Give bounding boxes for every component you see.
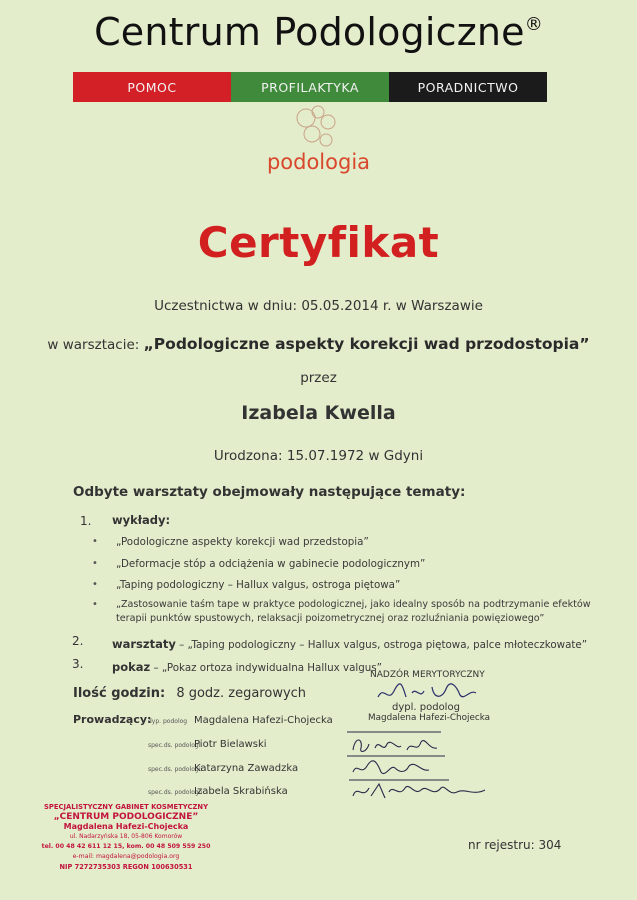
- signature-bielawski: [353, 740, 437, 751]
- registry-line: [468, 838, 561, 852]
- participation-line: Uczestnictwa w dniu: 05.05.2014 r. w Warszawie: [154, 298, 483, 314]
- signature-skrabinska: [353, 784, 485, 798]
- instructors-label: Prowadzący:: [73, 713, 152, 726]
- item3-label: pokaz: [112, 660, 151, 674]
- item2-text: – „Taping podologiczny – Hallux valgus, ostroga piętowa, palce młoteczkowate”: [175, 639, 588, 651]
- item1-label: wykłady:: [112, 513, 171, 527]
- hours-value: 8 godz. zegarowych: [176, 686, 307, 701]
- item3-text: – „Pokaz ortoza indywidualna Hallux valgus”: [150, 662, 382, 674]
- item2-line: [112, 633, 587, 652]
- item3-line: [112, 656, 382, 675]
- band-profilaktyka: PROFILAKTYKA: [231, 72, 389, 102]
- instructor-title: spec.ds. podologii: [148, 742, 203, 749]
- bullet-icon: •: [92, 536, 98, 547]
- signature-zawadzka: [353, 761, 429, 774]
- instructor-title: spec.ds. podologii: [148, 789, 203, 796]
- lecture-item: „Taping podologiczny – Hallux valgus, ostroga piętowa”: [116, 579, 401, 591]
- item3-number: 3.: [72, 657, 84, 671]
- hours-line: [73, 682, 306, 701]
- instructor-name: Izabela Skrabińska: [194, 786, 288, 797]
- organization-title: Centrum Podologiczne®: [94, 10, 543, 54]
- lecture-item: „Deformacje stóp a odciążenia w gabinecie podologicznym”: [116, 558, 426, 570]
- stamp-line: NIP 7272735303 REGON 100630531: [59, 863, 193, 871]
- supervisor-name: Magdalena Hafezi-Chojecka: [368, 713, 491, 723]
- by-label: przez: [300, 370, 337, 386]
- supervisor-heading: NADZÓR MERYTORYCZNY: [370, 670, 485, 680]
- band-poradnictwo: PORADNICTWO: [389, 72, 547, 102]
- company-stamp: [36, 802, 216, 872]
- logo-text: podologia: [266, 150, 371, 174]
- instructor-signatures: [345, 726, 495, 814]
- ring-3: [321, 115, 335, 129]
- lecture-item-continued: terapii punktów spustowych, relaksacji poizometrycznej oraz rozluźniania powięziowego”: [116, 613, 545, 624]
- stamp-line: ul. Nadarzyńska 18, 05-806 Komorów: [69, 833, 183, 840]
- bullet-icon: •: [92, 579, 98, 590]
- instructor-name: Katarzyna Zawadzka: [194, 763, 299, 774]
- lecture-item: „Zastosowanie taśm tape w praktyce podologicznej, jako idealny sposób na podtrzymanie efektów: [116, 599, 591, 610]
- bullet-icon: •: [92, 558, 98, 569]
- workshop-prefix: w warsztacie:: [47, 337, 140, 353]
- item1-number: 1.: [80, 514, 92, 528]
- instructor-title: dyp. podolog: [148, 718, 188, 725]
- stamp-line: e-mail: magdalena@podologia.org: [72, 853, 180, 860]
- registry-label: nr rejestru:: [468, 838, 535, 852]
- ring-5: [320, 134, 332, 146]
- registry-number: 304: [538, 838, 562, 852]
- workshop-line: [0, 335, 637, 353]
- certificate-title: Certyfikat: [197, 218, 440, 267]
- registered-mark: ®: [524, 14, 543, 35]
- instructor-title: spec.ds. podologii: [148, 766, 203, 773]
- ring-4: [304, 126, 320, 142]
- hours-label: Ilość godzin:: [73, 686, 166, 701]
- person-name: Izabela Kwella: [241, 402, 396, 424]
- ring-2: [312, 106, 324, 118]
- service-band: [73, 72, 547, 102]
- band-pomoc: POMOC: [73, 72, 231, 102]
- stamp-line: Magdalena Hafezi-Chojecka: [63, 822, 189, 831]
- stamp-line: „CENTRUM PODOLOGICZNE”: [53, 812, 199, 822]
- supervisor-title: dypl. podolog: [392, 702, 460, 713]
- podologia-rings-icon: [290, 104, 346, 156]
- birth-line: Urodzona: 15.07.1972 w Gdyni: [213, 448, 424, 464]
- item2-label: warsztaty: [112, 637, 176, 651]
- lecture-item: „Podologiczne aspekty korekcji wad przedstopia”: [116, 536, 369, 548]
- instructor-name: Piotr Bielawski: [194, 739, 267, 750]
- supervisor-signature: [372, 677, 482, 705]
- stamp-line: tel. 00 48 42 611 12 15, kom. 00 48 509 559 250: [41, 843, 211, 850]
- instructor-name: Magdalena Hafezi-Chojecka: [194, 715, 333, 726]
- workshop-title: „Podologiczne aspekty korekcji wad przodostopia”: [143, 335, 590, 353]
- stamp-line: SPECJALISTYCZNY GABINET KOSMETYCZNY: [43, 803, 209, 811]
- topics-heading: Odbyte warsztaty obejmowały następujące tematy:: [73, 484, 466, 500]
- bullet-icon: •: [92, 599, 98, 610]
- item2-number: 2.: [72, 634, 84, 648]
